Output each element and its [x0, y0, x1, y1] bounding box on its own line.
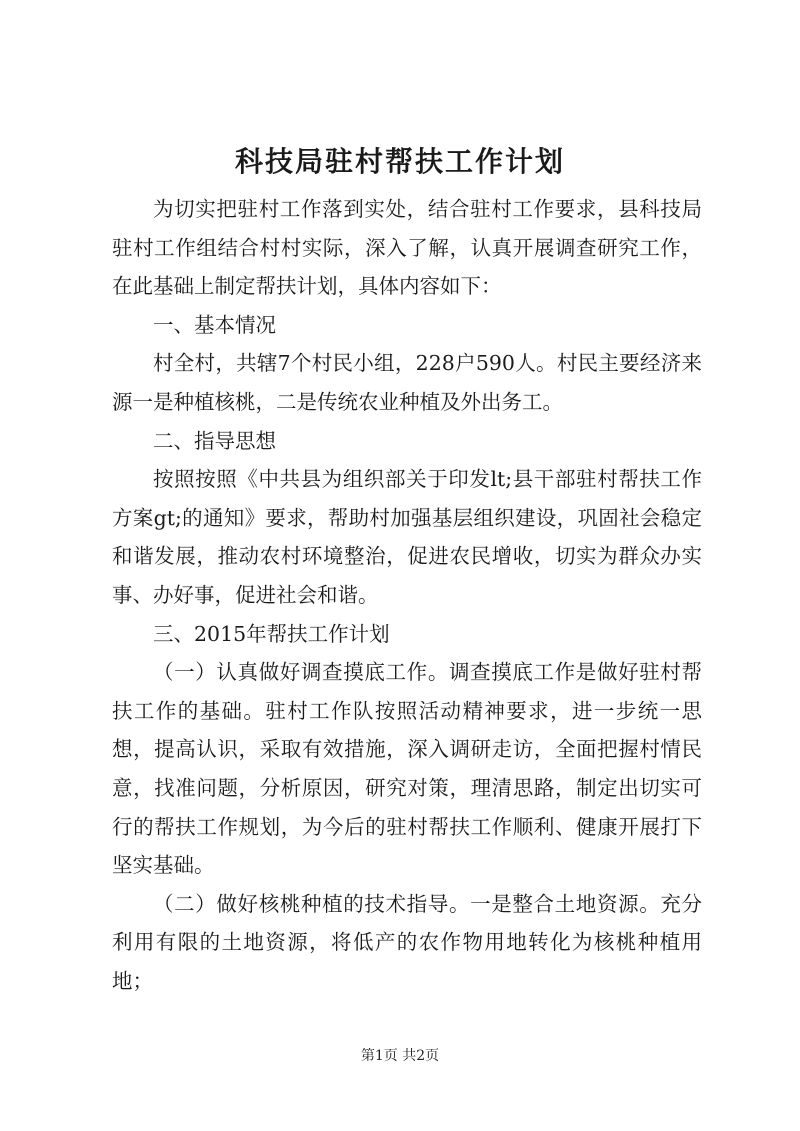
work-plan-item-1: （一）认真做好调查摸底工作。调查摸底工作是做好驻村帮扶工作的基础。驻村工作队按照活动精神要求，进一步统一思想，提高认识，采取有效措施，深入调研走访，全面把握村情民意，找准问题，分析原因，研究对策，理清思路，制定出切实可行的帮扶工作规划，为今后的驻村帮扶工作顺利、健康开展打下坚实基础。 — [112, 660, 702, 878]
document-body — [112, 190, 702, 1000]
basic-situation-paragraph: 村全村，共辖7个村民小组，228户590人。村民主要经济来源一是种植核桃，二是传统农业种植及外出务工。 — [112, 351, 702, 414]
guiding-ideology-paragraph: 按照按照《中共县为组织部关于印发lt;县干部驻村帮扶工作方案gt;的通知》要求，帮助村加强基层组织建设，巩固社会稳定和谐发展，推动农村环境整治，促进农民增收，切实为群众办实事、办好事，促进社会和谐。 — [112, 467, 702, 607]
work-plan-item-2: （二）做好核桃种植的技术指导。一是整合土地资源。充分利用有限的土地资源，将低产的农作物用地转化为核桃种植用地； — [112, 891, 702, 993]
section-heading-basic-situation: 一、基本情况 — [153, 312, 276, 337]
page-number-footer: 第1页 共2页 — [360, 1048, 440, 1064]
page-title: 科技局驻村帮扶工作计划 — [234, 145, 565, 178]
section-heading-guiding-ideology: 二、指导思想 — [153, 428, 276, 453]
intro-paragraph: 为切实把驻村工作落到实处，结合驻村工作要求，县科技局驻村工作组结合村村实际，深入了解，认真开展调查研究工作，在此基础上制定帮扶计划，具体内容如下： — [112, 197, 702, 299]
section-heading-work-plan: 三、2015年帮扶工作计划 — [153, 621, 390, 646]
